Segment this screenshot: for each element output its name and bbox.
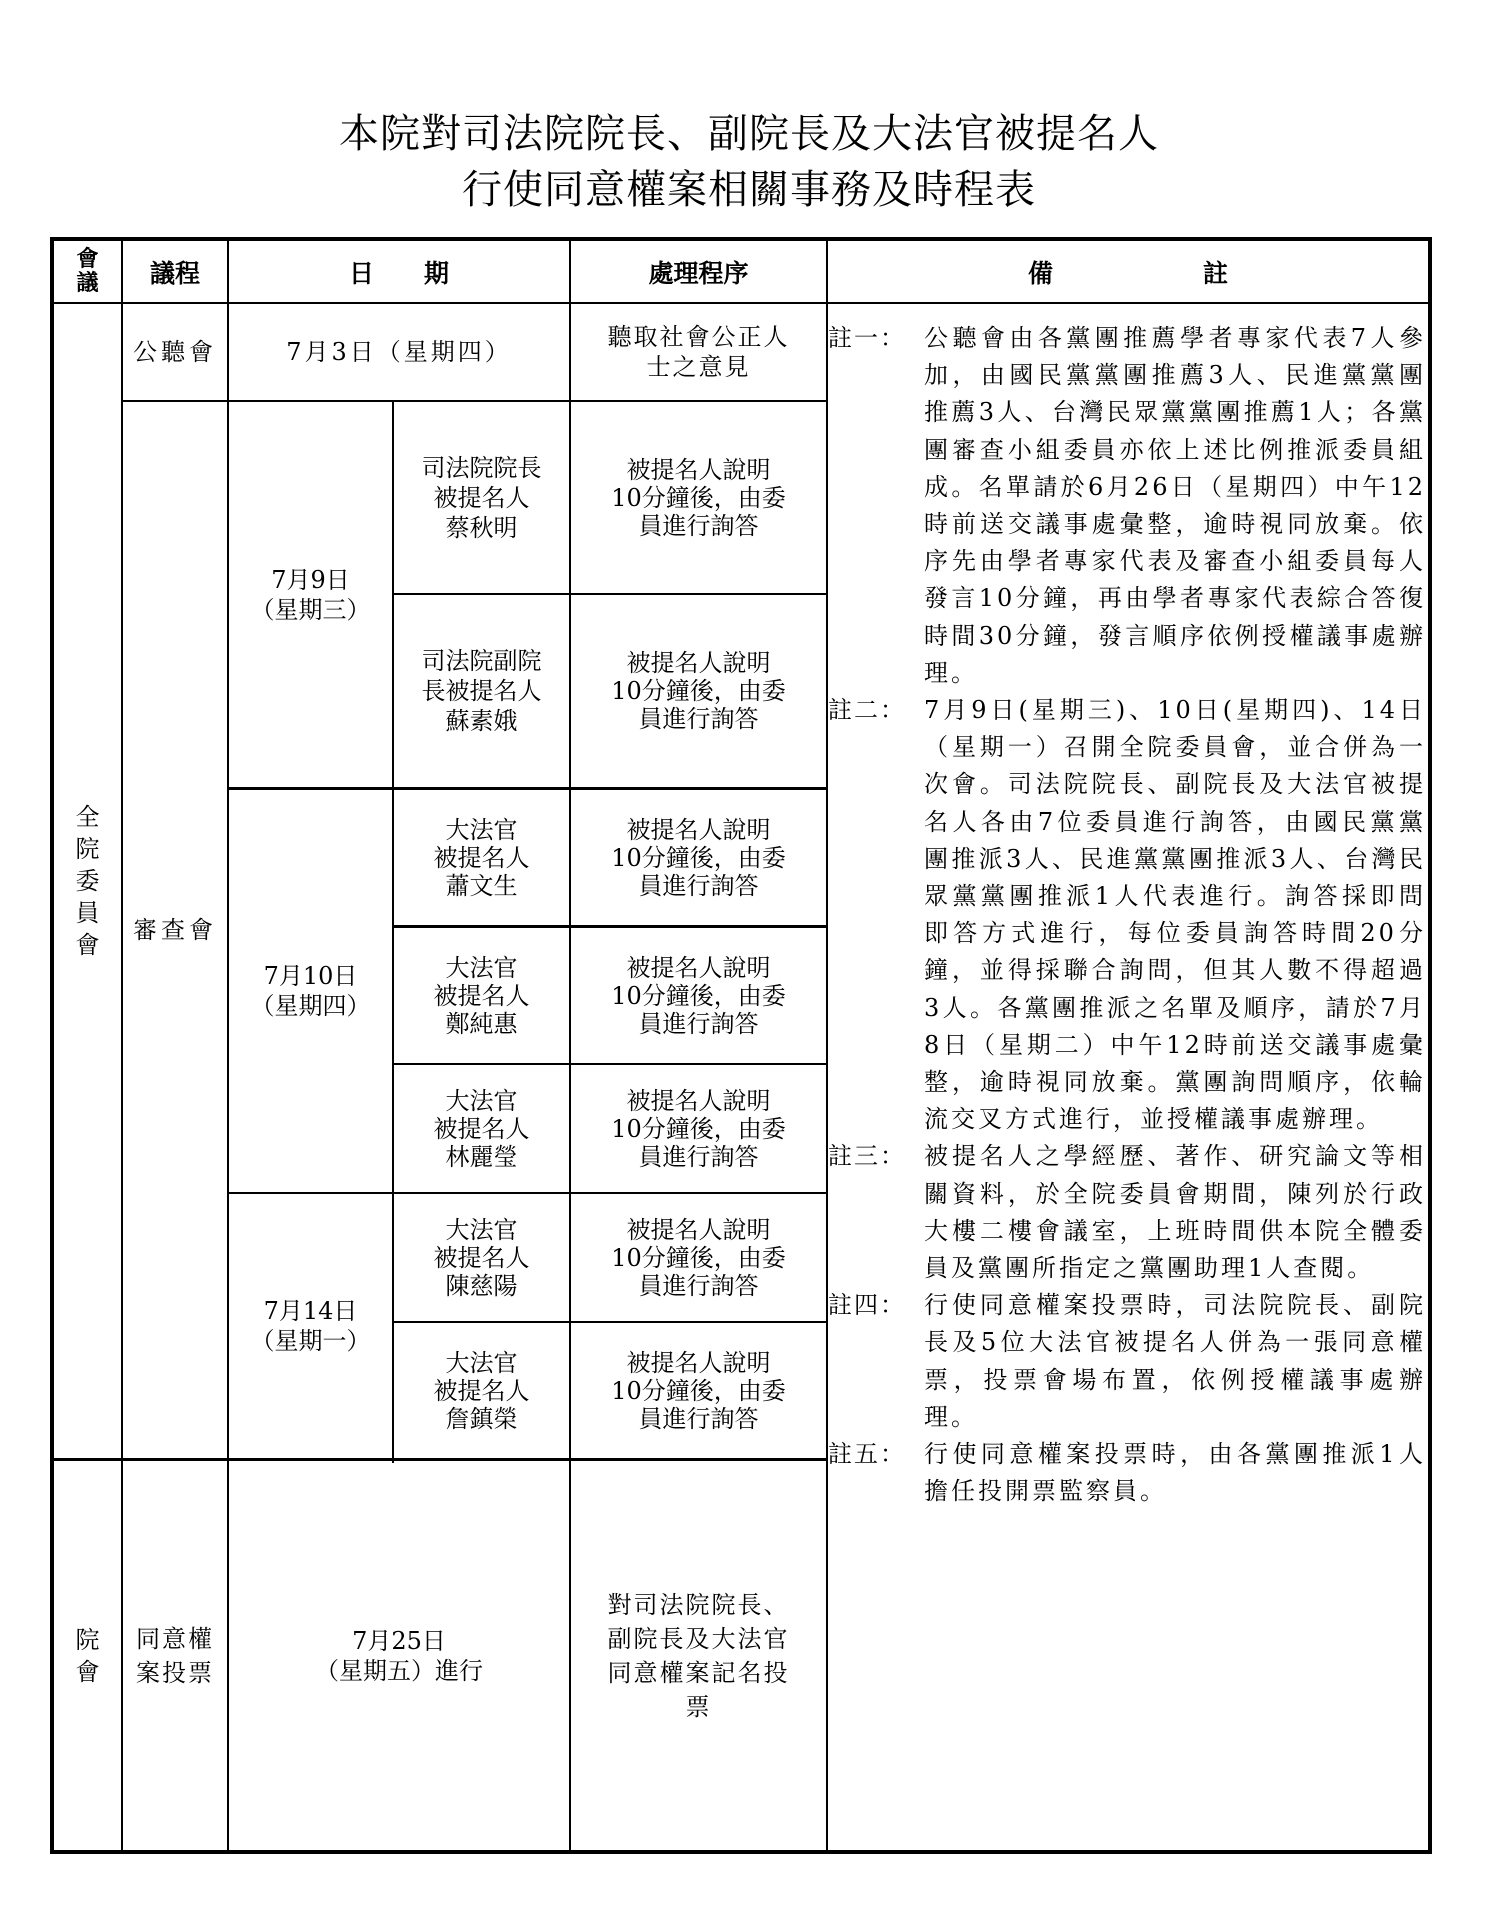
nominee-name: 詹鎮榮 [445,1404,518,1433]
agenda-consent-vote [123,1461,227,1850]
header-meeting-char: 議 [76,270,99,296]
role-line: 被提名人 [433,1114,530,1143]
date-day-1 [229,402,392,787]
role-line: 被提名人 [433,483,530,512]
note-label: 註二： [828,696,906,725]
nominee-name: 蘇素娥 [445,707,518,735]
header-procedure: 處理程序 [648,258,749,288]
date-line: （星期三） [250,595,371,624]
agenda-line: 同意權 [136,1624,214,1653]
procedure-line: 士之意見 [646,353,751,381]
note-label: 註四： [828,1291,906,1320]
meeting-char: 會 [75,931,100,959]
procedure-line: 10分鐘後，由委 [611,483,786,512]
date-line: （星期四） [250,992,371,1020]
procedure-line: 被提名人說明 [626,649,771,677]
nominee-role [394,1065,569,1192]
meeting-char: 院 [75,835,100,863]
role-line: 大法官 [445,1086,518,1115]
nominee-role [394,790,569,925]
note-3 [828,1138,1426,1287]
procedure-line: 被提名人說明 [626,815,771,844]
agenda-public-hearing: 公聽會 [133,338,217,366]
role-line: 被提名人 [433,1376,530,1405]
date-line: （星期一） [250,1327,371,1355]
meeting-char: 院 [75,1625,100,1654]
procedure-line: 10分鐘後，由委 [611,1114,786,1143]
note-text: 公聽會由各黨團推薦學者專家代表7人參加，由國民黨黨團推薦3人、民進黨黨團推薦3人、台灣民眾黨黨團推薦1人；各黨團審查小組委員亦依上述比例推派委員組成。名單請於6月26日（星期四）中午12時前送交議事處彙整，逾時視同放棄。依序先由學者專家代表及審查小組委員每人發言10分鐘，再由學者專家代表綜合答復時間30分鐘，發言順序依例授權議事處辦理。 [924,324,1426,687]
role-line: 被提名人 [433,843,530,872]
procedure-line: 被提名人說明 [626,1348,771,1377]
header-remarks: 備 註 [1027,258,1228,288]
nominee-name: 蕭文生 [445,871,518,900]
note-text: 行使同意權案投票時，司法院院長、副院長及5位大法官被提名人併為一張同意權票，投票會場布置，依例授權議事處辦理。 [924,1291,1426,1431]
procedure-line: 員進行詢答 [638,1271,759,1300]
procedure-line: 員進行詢答 [638,511,759,540]
procedure-line: 對司法院院長、 [607,1590,790,1619]
meeting-plenary [54,1461,121,1850]
procedure-line: 票 [685,1692,712,1721]
meeting-char: 員 [75,899,100,927]
nominee-procedure [571,402,826,593]
procedure-line: 10分鐘後，由委 [611,1243,786,1272]
nominee-procedure [571,1323,826,1458]
header-agenda: 議程 [149,258,200,288]
role-line: 司法院院長 [421,453,542,482]
meeting-char: 會 [75,1657,100,1686]
note-2 [828,692,1426,1138]
role-line: 大法官 [445,815,518,844]
nominee-name: 蔡秋明 [445,513,518,542]
header-meeting-char: 會 [76,246,99,272]
meeting-char: 委 [75,867,100,895]
date-line: 7月25日 [352,1626,446,1655]
date-line: 7月10日 [263,962,358,990]
procedure-line: 被提名人說明 [626,953,771,982]
role-line: 大法官 [445,1215,518,1244]
note-5 [828,1436,1426,1510]
nominee-procedure [571,1194,826,1321]
role-line: 大法官 [445,1348,518,1377]
nominee-role [394,1323,569,1458]
meeting-char: 全 [75,803,100,831]
role-line: 司法院副院 [421,647,542,675]
nominee-procedure [571,928,826,1063]
nominee-procedure [571,595,826,787]
procedure-line: 10分鐘後，由委 [611,981,786,1010]
procedure-line: 被提名人說明 [626,455,771,484]
agenda-line: 案投票 [136,1658,214,1687]
note-1 [828,320,1426,692]
nominee-name: 陳慈陽 [445,1271,518,1300]
procedure-line: 員進行詢答 [638,871,759,900]
nominee-procedure [571,1065,826,1192]
date-line: （星期五）進行 [315,1656,483,1685]
document-title-line-1: 本院對司法院院長、副院長及大法官被提名人 [339,111,1159,157]
note-4 [828,1287,1426,1436]
header-meeting [54,241,121,302]
note-label: 註五： [828,1440,906,1469]
procedure-line: 員進行詢答 [638,705,759,733]
procedure-consent-vote [571,1461,826,1850]
procedure-line: 同意權案記名投 [607,1658,790,1687]
nominee-role [394,402,569,593]
nominee-name: 林麗瑩 [445,1142,518,1171]
date-line: 7月9日 [271,565,350,594]
date-day-3 [229,1194,392,1458]
note-text: 行使同意權案投票時，由各黨團推派1人擔任投開票監察員。 [924,1440,1426,1506]
procedure-line: 10分鐘後，由委 [611,1376,786,1405]
procedure-line: 被提名人說明 [626,1215,771,1244]
remarks-notes [828,320,1426,1511]
nominee-role [394,595,569,787]
procedure-line: 員進行詢答 [638,1009,759,1038]
note-text: 被提名人之學經歷、著作、研究論文等相關資料，於全院委員會期間，陳列於行政大樓二樓會議室，上班時間供本院全體委員及黨團所指定之黨團助理1人查閱。 [924,1142,1426,1283]
procedure-public-hearing [571,304,826,400]
note-text: 7月9日(星期三)、10日(星期四)、14日（星期一）召開全院委員會，並合併為一次會。司法院院長、副院長及大法官被提名人各由7位委員進行詢答，由國民黨黨團推派3人、民進黨黨團推派3人、台灣民眾黨黨團推派1人代表進行。詢答採即問即答方式進行，每位委員詢答時間20分鐘，並得採聯合詢問，但其人數不得超過3人。各黨團推派之名單及順序，請於7月8日（星期二）中午12時前送交議事處彙整，逾時視同放棄。黨團詢問順序，依輪流交叉方式進行，並授權議事處辦理。 [924,696,1426,1134]
date-public-hearing: 7月3日（星期四） [286,338,512,366]
nominee-procedure [571,790,826,925]
procedure-line: 10分鐘後，由委 [611,677,786,705]
procedure-line: 員進行詢答 [638,1404,759,1433]
note-label: 註三： [828,1142,906,1171]
procedure-line: 員進行詢答 [638,1142,759,1171]
nominee-name: 鄭純惠 [445,1009,518,1038]
header-date: 日 期 [348,258,449,288]
role-line: 長被提名人 [421,677,542,705]
nominee-role [394,928,569,1063]
procedure-line: 被提名人說明 [626,1086,771,1115]
nominee-role [394,1194,569,1321]
role-line: 被提名人 [433,1243,530,1272]
document-title-line-2: 行使同意權案相關事務及時程表 [462,167,1036,213]
role-line: 被提名人 [433,981,530,1010]
procedure-line: 10分鐘後，由委 [611,843,786,872]
date-day-2 [229,790,392,1192]
procedure-line: 副院長及大法官 [607,1624,790,1653]
agenda-review-session: 審查會 [133,916,217,944]
date-line: 7月14日 [263,1297,358,1325]
role-line: 大法官 [445,953,518,982]
note-label: 註一： [828,324,906,352]
date-consent-vote [229,1461,569,1850]
meeting-committee-of-whole [54,304,121,1458]
procedure-line: 聽取社會公正人 [607,323,790,351]
